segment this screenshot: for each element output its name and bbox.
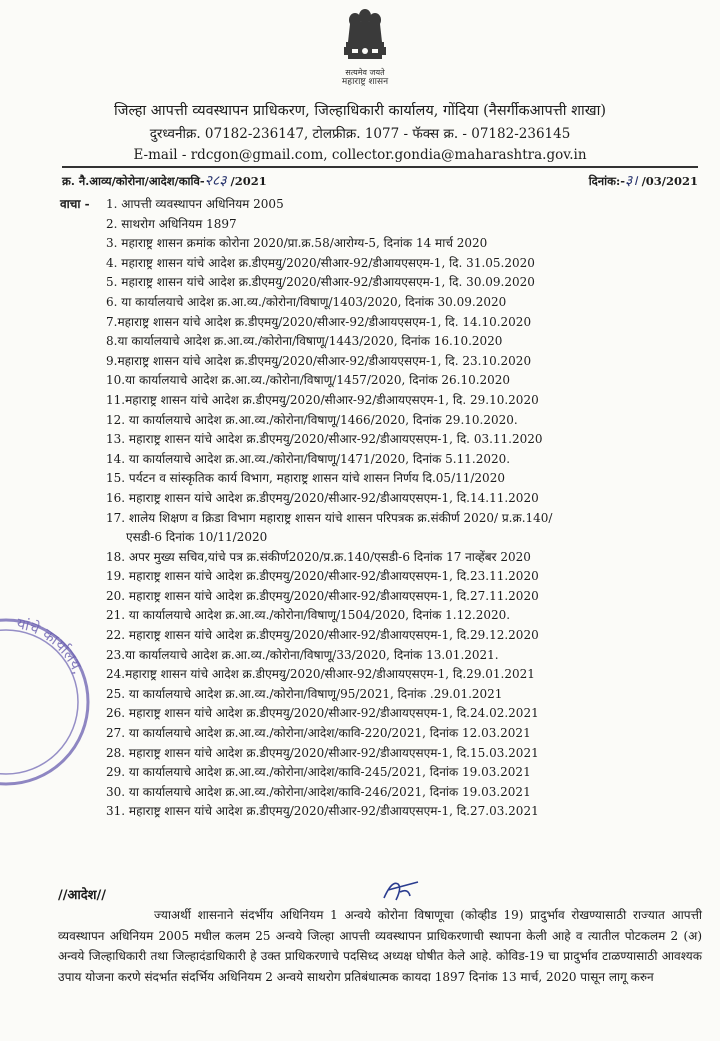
reference-item: 24.महाराष्ट्र शासन यांचे आदेश क्र.डीएमयु/2020/सीआर-92/डीआयएसएम-1, दि.29.01.2021 bbox=[106, 667, 535, 682]
reference-date bbox=[589, 171, 698, 190]
reference-item: 21. या कार्यालयाचे आदेश क्र.आ.व्य./कोरोना/विषाणू/1504/2020, दिनांक 1.12.2020. bbox=[106, 608, 511, 623]
reference-item: 4. महाराष्ट्र शासन यांचे आदेश क्र.डीएमयु/2020/सीआर-92/डीआयएसएम-1, दि. 31.05.2020 bbox=[106, 255, 535, 270]
reference-item: 7.महाराष्ट्र शासन यांचे आदेश क्र.डीएमयु/2020/सीआर-92/डीआयएसएम-1, दि. 14.10.2020 bbox=[106, 314, 532, 329]
reference-item: 30. या कार्यालयाचे आदेश क्र.आ.व्य./कोरोना/आदेश/कावि-246/2021, दिनांक 19.03.2021 bbox=[106, 784, 531, 799]
reference-item: 14. या कार्यालयाचे आदेश क्र.आ.व्य./कोरोना/विषाणू/1471/2020, दिनांक 5.11.2020. bbox=[106, 451, 511, 466]
reference-item: 20. महाराष्ट्र शासन यांचे आदेश क्र.डीएमयु/2020/सीआर-92/डीआयएसएम-1, दि.27.11.2020 bbox=[106, 588, 539, 603]
order-body: ज्याअर्थी शासनाने संदर्भीय अधिनियम 1 अन्वये कोरोना विषाणूचा (कोव्हीड 19) प्रादुर्भाव रोखण्यासाठी राज्यात आपत्ती व्यवस्थापन अधिनियम 2005 मधील कलम 25 अन्वये जिल्हा आपत्ती व्यवस्थापन प्राधिकरणाची स्थापना केली आहे व त्यातील पोटकलम 2 (अ) अन्वये जिल्हाधिकारी तथा जिल्हादंडाधिकारी हे उक्त प्राधिकरणाचे पदसिध्द अध्यक्ष घोषीत केले आहे. कोविड-19 चा प्रादुर्भाव टाळण्यासाठी आवश्यक उपाय योजना करणे संदर्भात संदर्भिय अधिनियम 2 अन्वये साथरोग प्रतिबंधात्मक कायदा 1897 दिनांक 13 मार्च, 2020 पासून लागू करुन bbox=[58, 908, 702, 984]
office-phones: दुरध्वनीक्र. 07182-236147, टोलफ्रीक्र. 1077 - फॅक्स क्र. - 07182-236145 bbox=[149, 126, 571, 142]
ashoka-emblem-icon bbox=[330, 6, 400, 68]
reference-item: 17. शालेय शिक्षण व क्रिडा विभाग महाराष्ट्र शासन यांचे शासन परिपत्रक क्र.संकीर्ण 2020/ प्र.क्र.140/ bbox=[106, 510, 553, 525]
initials-signature-icon bbox=[378, 874, 424, 908]
reference-item: 16. महाराष्ट्र शासन यांचे आदेश क्र.डीएमयु/2020/सीआर-92/डीआयएसएम-1, दि.14.11.2020 bbox=[106, 490, 539, 505]
reference-item: 25. या कार्यालयाचे आदेश क्र.आ.व्य./कोरोना/विषाणू/95/2021, दिनांक .29.01.2021 bbox=[106, 686, 503, 701]
read-label: वाचा - bbox=[60, 197, 90, 211]
reference-item: 8.या कार्यालयाचे आदेश क्र.आ.व्य./कोरोना/विषाणू/1443/2020, दिनांक 16.10.2020 bbox=[106, 334, 503, 349]
reference-item: 18. अपर मुख्य सचिव,यांचे पत्र क्र.संकीर्ण2020/प्र.क्र.140/एसडी-6 दिनांक 17 नाव्हेंबर 2020 bbox=[106, 549, 531, 564]
reference-item: एसडी-6 दिनांक 10/11/2020 bbox=[126, 530, 268, 545]
reference-item: 23.या कार्यालयाचे आदेश क्र.आ.व्य./कोरोना/विषाणू/33/2020, दिनांक 13.01.2021. bbox=[106, 647, 499, 662]
header-divider bbox=[62, 166, 698, 168]
reference-handwritten-number: २८३ bbox=[204, 173, 227, 189]
reference-item: 12. या कार्यालयाचे आदेश क्र.आ.व्य./कोरोना/विषाणू/1466/2020, दिनांक 29.10.2020. bbox=[106, 412, 518, 427]
date-handwritten-day: ३। bbox=[624, 173, 638, 189]
order-title: //आदेश// bbox=[58, 888, 107, 903]
stamp-text: यांचे कार्यालय, bbox=[15, 614, 88, 677]
office-stamp-icon bbox=[0, 612, 94, 792]
reference-item: 11.महाराष्ट्र शासन यांचे आदेश क्र.डीएमयु/2020/सीआर-92/डीआयएसएम-1, दि. 29.10.2020 bbox=[106, 392, 539, 407]
reference-item: 28. महाराष्ट्र शासन यांचे आदेश क्र.डीएमयु/2020/सीआर-92/डीआयएसएम-1, दि.15.03.2021 bbox=[106, 745, 539, 760]
office-email: E-mail - rdcgon@gmail.com, collector.gondia@maharashtra.gov.in bbox=[133, 147, 587, 163]
reference-item: 29. या कार्यालयाचे आदेश क्र.आ.व्य./कोरोना/आदेश/कावि-245/2021, दिनांक 19.03.2021 bbox=[106, 765, 531, 780]
reference-item: 2. साथरोग अधिनियम 1897 bbox=[106, 216, 237, 231]
reference-number bbox=[62, 171, 267, 190]
reference-item: 9.महाराष्ट्र शासन यांचे आदेश क्र.डीएमयु/2020/सीआर-92/डीआयएसएम-1, दि. 23.10.2020 bbox=[106, 353, 532, 368]
emblem-government-name: महाराष्ट्र शासन bbox=[341, 77, 389, 87]
reference-item: 1. आपत्ती व्यवस्थापन अधिनियम 2005 bbox=[106, 197, 284, 211]
state-emblem bbox=[330, 6, 400, 87]
office-name: जिल्हा आपत्ती व्यवस्थापन प्राधिकरण, जिल्हाधिकारी कार्यालय, गोंदिया (नैसर्गीकआपत्ती शाखा) bbox=[113, 103, 607, 119]
reference-item: 5. महाराष्ट्र शासन यांचे आदेश क्र.डीएमयु/2020/सीआर-92/डीआयएसएम-1, दि. 30.09.2020 bbox=[106, 275, 535, 290]
reference-item: 6. या कार्यालयाचे आदेश क्र.आ.व्य./कोरोना/विषाणू/1403/2020, दिनांक 30.09.2020 bbox=[106, 294, 507, 309]
reference-item: 13. महाराष्ट्र शासन यांचे आदेश क्र.डीएमयु/2020/सीआर-92/डीआयएसएम-1, दि. 03.11.2020 bbox=[106, 432, 543, 447]
reference-year: /2021 bbox=[226, 174, 267, 188]
reference-item: 19. महाराष्ट्र शासन यांचे आदेश क्र.डीएमयु/2020/सीआर-92/डीआयएसएम-1, दि.23.11.2020 bbox=[106, 569, 539, 584]
svg-text:यांचे कार्यालय, bbox=[15, 614, 87, 677]
reference-prefix: क्र. नै.आव्य/कोरोना/आदेश/कावि- bbox=[62, 174, 205, 188]
reference-item: 27. या कार्यालयाचे आदेश क्र.आ.व्य./कोरोना/आदेश/कावि-220/2021, दिनांक 12.03.2021 bbox=[106, 726, 531, 741]
reference-item: 31. महाराष्ट्र शासन यांचे आदेश क्र.डीएमयु/2020/सीआर-92/डीआयएसएम-1, दि.27.03.2021 bbox=[106, 804, 539, 819]
emblem-motto: सत्यमेव जयते bbox=[345, 68, 385, 77]
reference-item: 15. पर्यटन व सांस्कृतिक कार्य विभाग, महाराष्ट्र शासन यांचे शासन निर्णय दि.05/11/2020 bbox=[106, 471, 505, 486]
date-prefix: दिनांक:- bbox=[588, 174, 625, 188]
reference-list bbox=[106, 195, 706, 822]
date-rest: /03/2021 bbox=[637, 174, 698, 188]
reference-item: 22. महाराष्ट्र शासन यांचे आदेश क्र.डीएमयु/2020/सीआर-92/डीआयएसएम-1, दि.29.12.2020 bbox=[106, 628, 539, 643]
reference-item: 26. महाराष्ट्र शासन यांचे आदेश क्र.डीएमयु/2020/सीआर-92/डीआयएसएम-1, दि.24.02.2021 bbox=[106, 706, 539, 721]
reference-item: 3. महाराष्ट्र शासन क्रमांक कोरोना 2020/प्रा.क्र.58/आरोग्य-5, दिनांक 14 मार्च 2020 bbox=[106, 236, 488, 251]
reference-item: 10.या कार्यालयाचे आदेश क्र.आ.व्य./कोरोना/विषाणू/1457/2020, दिनांक 26.10.2020 bbox=[106, 373, 511, 388]
